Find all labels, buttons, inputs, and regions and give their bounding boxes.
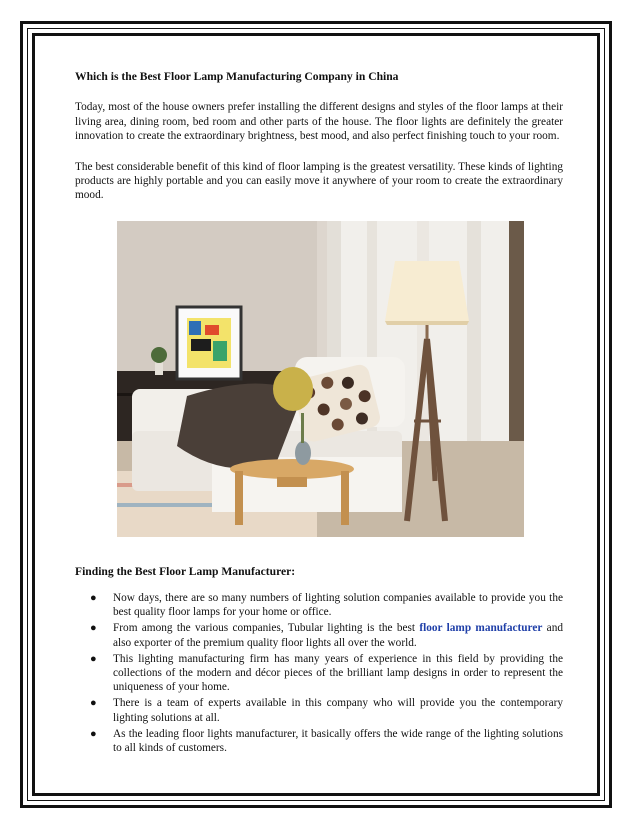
bullet-text: As the leading floor lights manufacturer, it basically offers the wide range of the lighting solutions to all kinds of customers. [113, 727, 563, 755]
bullet-dot-icon: ● [90, 592, 97, 604]
list-item [75, 652, 563, 695]
living-room-floor-lamp-photo [117, 221, 524, 537]
bullet-text: From among the various companies, Tubular lighting is the best [113, 622, 420, 635]
article-body [75, 70, 563, 219]
bullet-dot-icon: ● [90, 622, 97, 635]
bullet-text: Now days, there are so many numbers of lighting solution companies available to provide you the best quality floor lamps for your home or office. [113, 592, 563, 619]
list-item [75, 696, 563, 725]
intro-paragraph: Today, most of the house owners prefer installing the different designs and styles of the floor lamps at their living area, dining room, bed room and other parts of the house. The floor lights are definitely the greater innovation to create the extraordinary brightness, best mood, and also perfect finishing touch to your room. [75, 101, 563, 143]
list-item [75, 591, 563, 620]
floor-lamp-manufacturer-link[interactable]: floor lamp manufacturer [419, 622, 543, 635]
bullet-text: This lighting manufacturing firm has many years of experience in this field by providing the collections of the modern and décor pieces of the brilliant lamp designs in order to represent the uniqueness of your home. [113, 652, 563, 694]
bullet-dot-icon: ● [90, 697, 97, 710]
list-item [75, 621, 563, 650]
manufacturer-bullet-list [75, 591, 563, 757]
bullet-dot-icon: ● [90, 727, 97, 740]
versatility-paragraph: The best considerable benefit of this kind of floor lamping is the greatest versatility. These kinds of lighting products are highly portable and you can easily move it anywhere of your room to create the extraordinary mood. [75, 160, 563, 202]
bullet-text: and also exporter of the premium quality floor lights all over the world. [113, 622, 563, 649]
bullet-dot-icon: ● [90, 652, 97, 665]
article-title: Which is the Best Floor Lamp Manufacturing Company in China [75, 70, 399, 83]
section-heading: Finding the Best Floor Lamp Manufacturer: [75, 565, 296, 578]
bullet-text: There is a team of experts available in this company who will provide you the contemporary lighting solutions at all. [113, 697, 563, 724]
list-item [75, 727, 563, 756]
